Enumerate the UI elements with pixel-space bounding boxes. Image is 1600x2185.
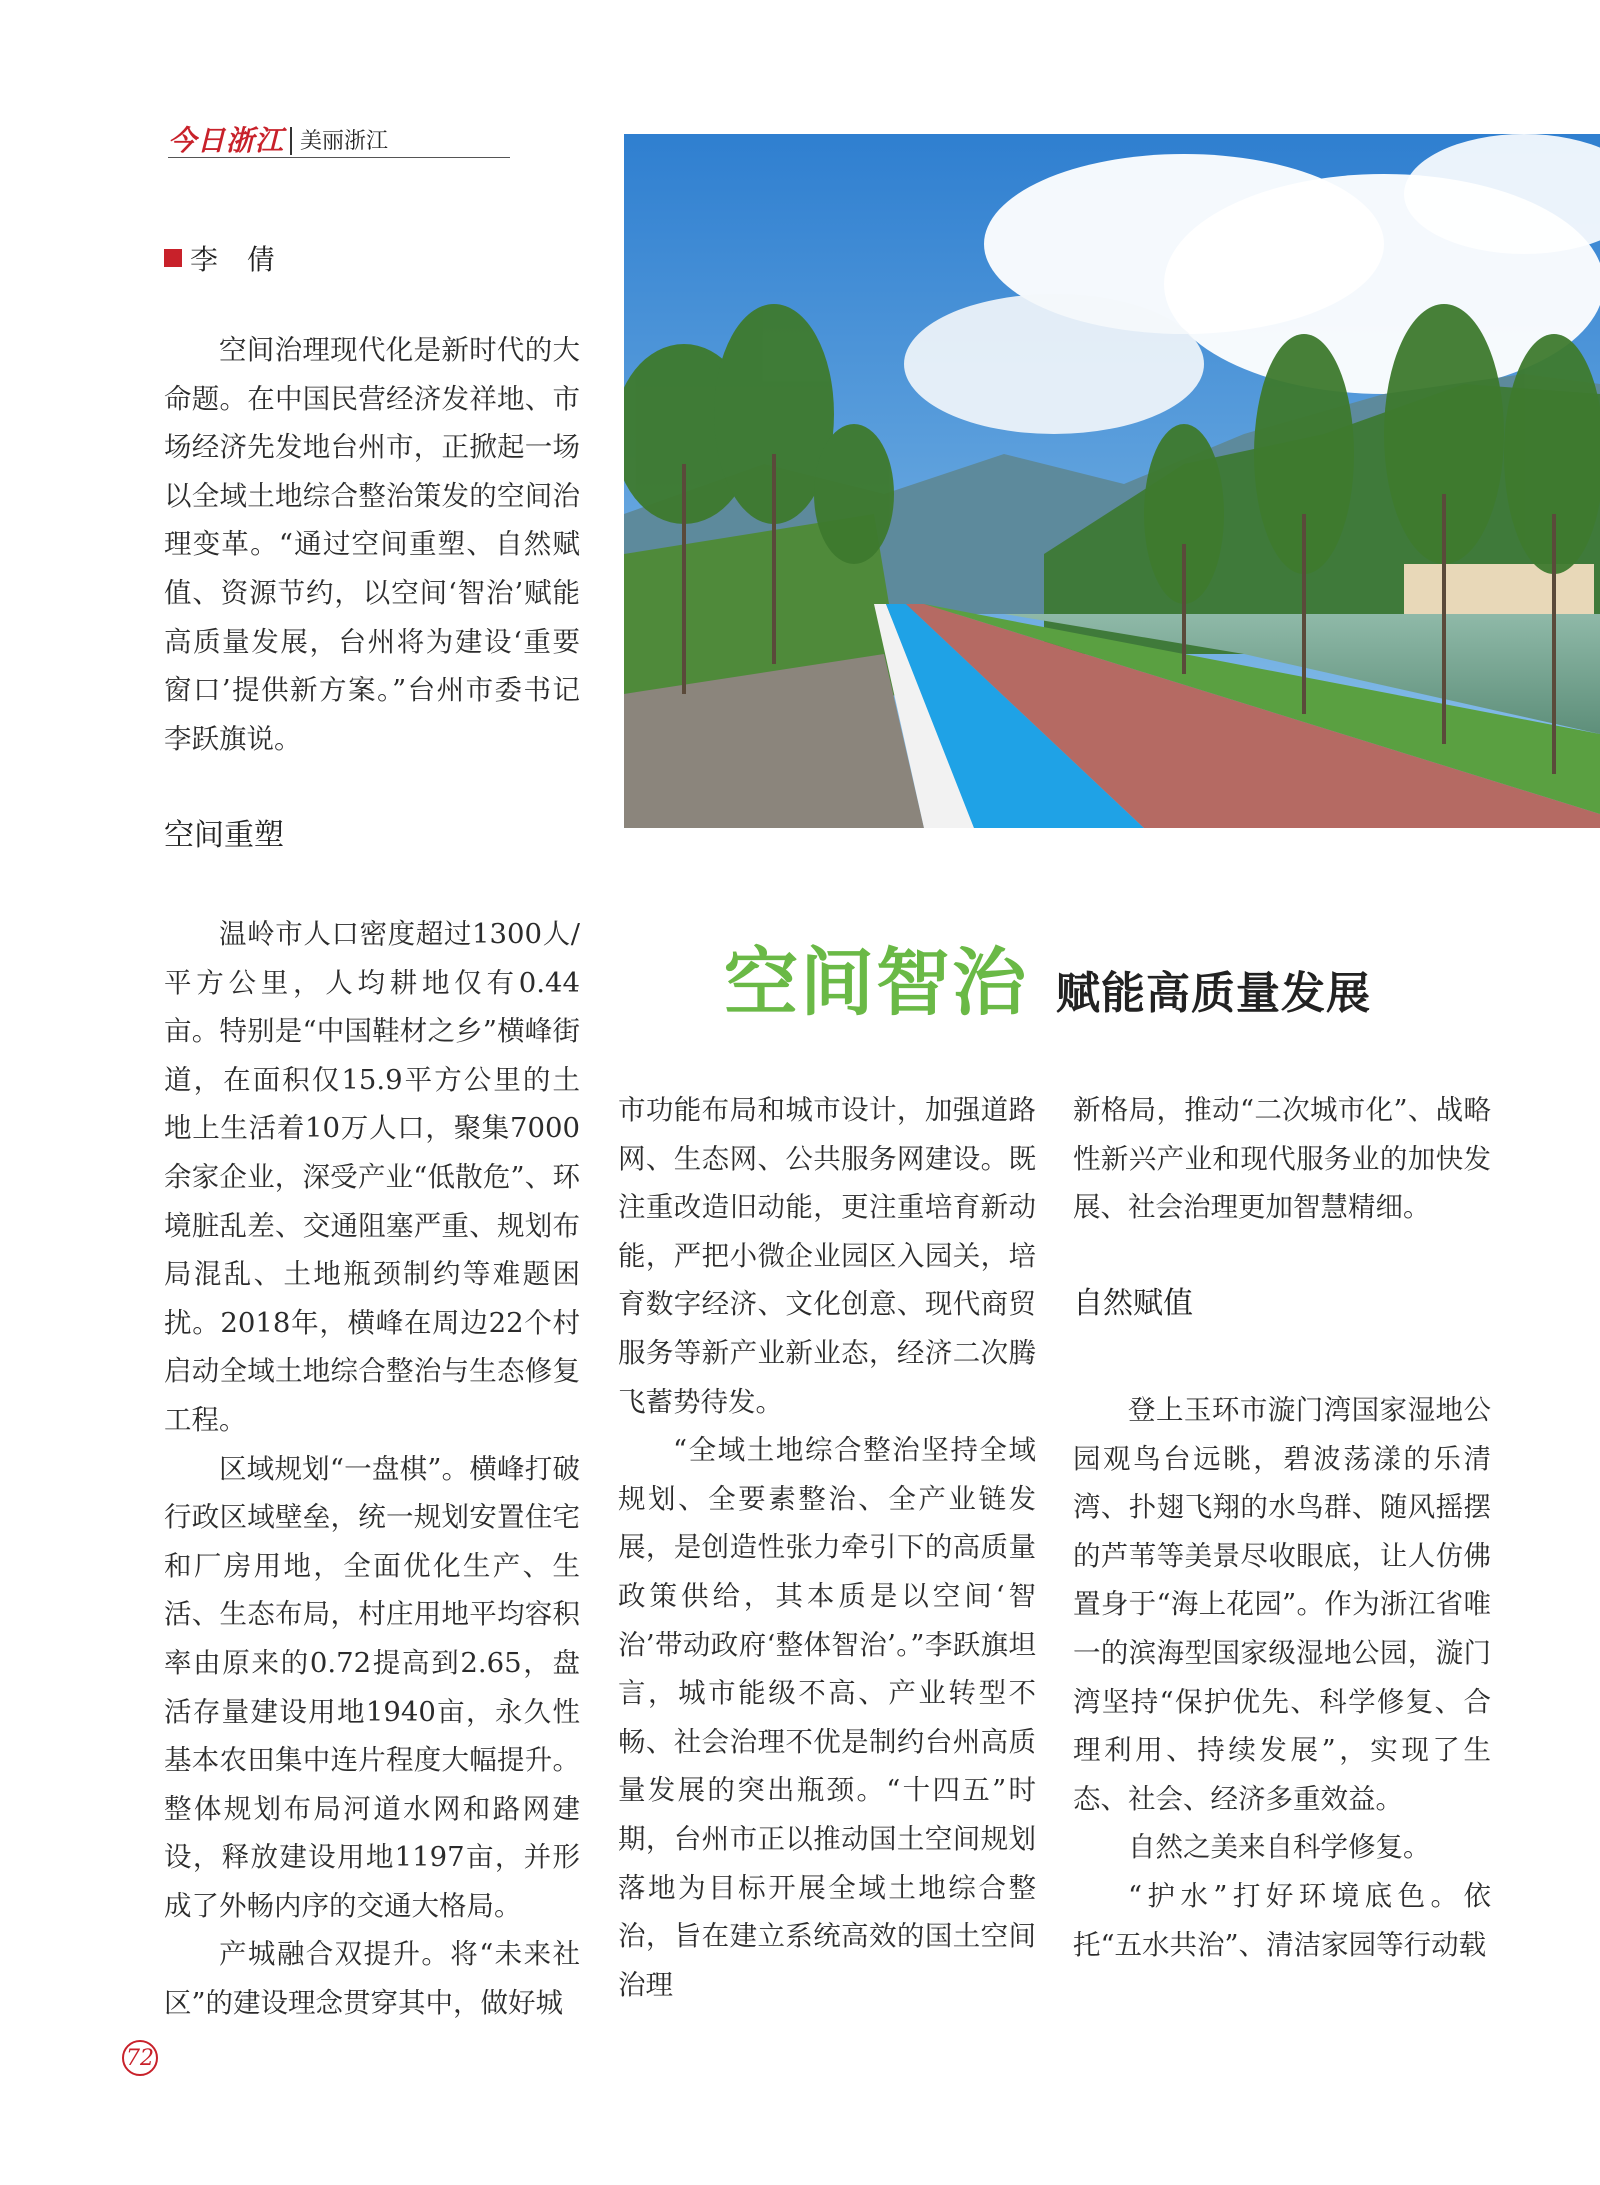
heading-space-reshape: 空间重塑 [164, 818, 284, 853]
paragraph: 产城融合双提升。将“未来社区”的建设理念贯穿其中，做好城 [164, 1938, 580, 2020]
paragraph: 市功能布局和城市设计，加强道路网、生态网、公共服务网建设。既注重改造旧动能，更注重培育新动能，严把小微企业园区入园关，培育数字经济、文化创意、现代商贸服务等新产业新业态，经济二次腾飞蓄势待发。 [618, 1094, 1036, 1418]
intro-paragraph: 空间治理现代化是新时代的大命题。在中国民营经济发祥地、市场经济先发地台州市，正掀起一场以全域土地综合整治策发的空间治理变革。“通过空间重塑、自然赋值、资源节约，以空间‘智治’赋能高质量发展，台州将为建设‘重要窗口’提供新方案。”台州市委书记李跃旗说。 [164, 334, 580, 755]
column-1-body [164, 910, 580, 2028]
paragraph: “护水”打好环境底色。依托“五水共治”、清洁家园等行动载 [1073, 1879, 1491, 1961]
column-1 [164, 326, 580, 763]
author-name: 李 倩 [190, 243, 285, 276]
column-3 [1073, 1086, 1491, 1232]
magazine-logo: 今日浙江 [168, 124, 285, 157]
paragraph: 自然之美来自科学修复。 [1128, 1831, 1431, 1864]
column-3-body [1073, 1386, 1491, 1969]
author-line [164, 238, 285, 278]
column-3-heading [1073, 1280, 1491, 1329]
greenway-photo-illustration [624, 134, 1600, 828]
column-1-heading [164, 812, 580, 861]
paragraph: “全域土地综合整治坚持全域规划、全要素整治、全产业链发展，是创造性张力牵引下的高质量政策供给，其本质是以空间‘智治’带动政府‘整体智治’。”李跃旗坦言，城市能级不高、产业转型不畅、社会治理不优是制约台州高质量发展的突出瓶颈。“十四五”时期，台州市正以推动国土空间规划落地为目标开展全域土地综合整治，旨在建立系统高效的国土空间治理 [618, 1434, 1036, 2001]
greenway-photo [624, 134, 1600, 828]
article-title [724, 924, 1371, 1030]
paragraph: 登上玉环市漩门湾国家湿地公园观鸟台远眺，碧波荡漾的乐清湾、扑翅飞翔的水鸟群、随风摇摆的芦苇等美景尽收眼底，让人仿佛置身于“海上花园”。作为浙江省唯一的滨海型国家级湿地公园，漩门湾坚持“保护优先、科学修复、合理利用、持续发展”，实现了生态、社会、经济多重效益。 [1073, 1394, 1491, 1815]
title-main: 空间智治 [724, 940, 1028, 1026]
page-number: 72 [122, 2040, 158, 2076]
page-header [168, 124, 510, 158]
paragraph: 新格局，推动“二次城市化”、战略性新兴产业和现代服务业的加快发展、社会治理更加智慧精细。 [1073, 1094, 1491, 1224]
paragraph: 温岭市人口密度超过1300人/平方公里，人均耕地仅有0.44亩。特别是“中国鞋材之乡”横峰街道，在面积仅15.9平方公里的土地上生活着10万人口，聚集7000余家企业，深受产业“低散危”、环境脏乱差、交通阻塞严重、规划布局混乱、土地瓶颈制约等难题困扰。2018年，横峰在周边22个村启动全域土地综合整治与生态修复工程。 [164, 918, 580, 1436]
author-marker-icon [164, 249, 182, 267]
title-subtitle: 赋能高质量发展 [1056, 968, 1371, 1019]
header-separator [290, 127, 292, 155]
paragraph: 区域规划“一盘棋”。横峰打破行政区域壁垒，统一规划安置住宅和厂房用地，全面优化生产、生活、生态布局，村庄用地平均容积率由原来的0.72提高到2.65，盘活存量建设用地1940亩，永久性基本农田集中连片程度大幅提升。整体规划布局河道水网和路网建设，释放建设用地1197亩，并形成了外畅内序的交通大格局。 [164, 1452, 580, 1922]
heading-natural-value: 自然赋值 [1073, 1286, 1193, 1321]
section-name: 美丽浙江 [300, 129, 389, 154]
column-2 [618, 1086, 1036, 2009]
